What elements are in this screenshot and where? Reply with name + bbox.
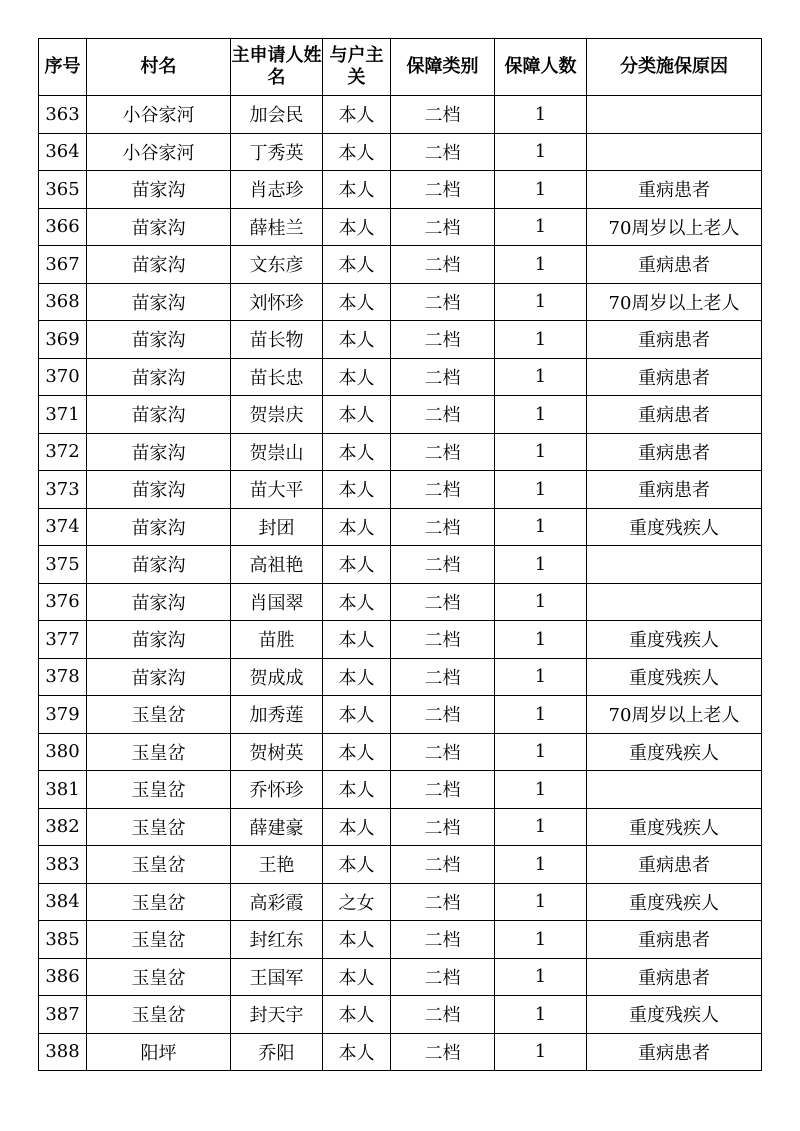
table-row (39, 696, 762, 734)
cell-serial-no: 372 (39, 433, 87, 471)
cell-category: 二档 (391, 208, 495, 246)
table-row (39, 133, 762, 171)
cell-village: 苗家沟 (87, 583, 231, 621)
cell-relation: 本人 (323, 246, 391, 284)
table-row (39, 583, 762, 621)
cell-village: 苗家沟 (87, 283, 231, 321)
table-row (39, 771, 762, 809)
table-row (39, 658, 762, 696)
cell-category: 二档 (391, 808, 495, 846)
table-row (39, 396, 762, 434)
cell-applicant: 贺崇山 (231, 433, 323, 471)
cell-reason (587, 583, 762, 621)
cell-count: 1 (495, 246, 587, 284)
cell-applicant: 肖国翠 (231, 583, 323, 621)
cell-village: 阳坪 (87, 1033, 231, 1071)
cell-category: 二档 (391, 358, 495, 396)
cell-village: 小谷家河 (87, 133, 231, 171)
cell-serial-no: 371 (39, 396, 87, 434)
cell-applicant: 苗大平 (231, 471, 323, 509)
cell-count: 1 (495, 96, 587, 134)
cell-applicant: 封团 (231, 508, 323, 546)
cell-relation: 本人 (323, 358, 391, 396)
cell-count: 1 (495, 396, 587, 434)
cell-applicant: 王国军 (231, 958, 323, 996)
cell-reason: 重病患者 (587, 846, 762, 884)
cell-serial-no: 387 (39, 996, 87, 1034)
cell-category: 二档 (391, 171, 495, 209)
cell-count: 1 (495, 358, 587, 396)
cell-relation: 本人 (323, 621, 391, 659)
cell-reason: 重病患者 (587, 471, 762, 509)
cell-applicant: 高彩霞 (231, 883, 323, 921)
cell-applicant: 文东彦 (231, 246, 323, 284)
table-row (39, 921, 762, 959)
cell-village: 苗家沟 (87, 208, 231, 246)
cell-reason: 重度残疾人 (587, 508, 762, 546)
cell-reason (587, 546, 762, 584)
cell-count: 1 (495, 471, 587, 509)
cell-applicant: 王艳 (231, 846, 323, 884)
cell-relation: 本人 (323, 508, 391, 546)
cell-count: 1 (495, 883, 587, 921)
cell-applicant: 苗长物 (231, 321, 323, 359)
cell-reason: 70周岁以上老人 (587, 283, 762, 321)
cell-serial-no: 369 (39, 321, 87, 359)
cell-reason: 重度残疾人 (587, 883, 762, 921)
cell-village: 苗家沟 (87, 358, 231, 396)
cell-reason: 重度残疾人 (587, 621, 762, 659)
table-row (39, 508, 762, 546)
cell-village: 玉皇岔 (87, 733, 231, 771)
header-village: 村名 (87, 39, 231, 96)
cell-applicant: 乔怀珍 (231, 771, 323, 809)
cell-village: 玉皇岔 (87, 808, 231, 846)
cell-relation: 本人 (323, 733, 391, 771)
cell-serial-no: 363 (39, 96, 87, 134)
header-category: 保障类别 (391, 39, 495, 96)
cell-relation: 本人 (323, 396, 391, 434)
cell-relation: 本人 (323, 996, 391, 1034)
table-row (39, 246, 762, 284)
cell-relation: 本人 (323, 921, 391, 959)
cell-reason: 重度残疾人 (587, 733, 762, 771)
cell-village: 苗家沟 (87, 321, 231, 359)
cell-village: 玉皇岔 (87, 958, 231, 996)
cell-applicant: 肖志珍 (231, 171, 323, 209)
table-row (39, 733, 762, 771)
table-row (39, 96, 762, 134)
cell-reason (587, 133, 762, 171)
cell-serial-no: 373 (39, 471, 87, 509)
cell-category: 二档 (391, 921, 495, 959)
cell-applicant: 苗胜 (231, 621, 323, 659)
cell-count: 1 (495, 771, 587, 809)
cell-reason (587, 771, 762, 809)
cell-category: 二档 (391, 958, 495, 996)
cell-serial-no: 376 (39, 583, 87, 621)
table-row (39, 471, 762, 509)
cell-applicant: 高祖艳 (231, 546, 323, 584)
cell-serial-no: 382 (39, 808, 87, 846)
cell-village: 苗家沟 (87, 246, 231, 284)
cell-relation: 本人 (323, 846, 391, 884)
table-row (39, 958, 762, 996)
cell-village: 苗家沟 (87, 546, 231, 584)
cell-applicant: 贺成成 (231, 658, 323, 696)
cell-serial-no: 384 (39, 883, 87, 921)
cell-count: 1 (495, 996, 587, 1034)
cell-reason: 重病患者 (587, 246, 762, 284)
cell-serial-no: 367 (39, 246, 87, 284)
cell-category: 二档 (391, 996, 495, 1034)
cell-reason: 重病患者 (587, 1033, 762, 1071)
cell-relation: 本人 (323, 958, 391, 996)
cell-category: 二档 (391, 471, 495, 509)
cell-reason: 重病患者 (587, 171, 762, 209)
cell-serial-no: 377 (39, 621, 87, 659)
table-row (39, 621, 762, 659)
cell-category: 二档 (391, 733, 495, 771)
cell-serial-no: 375 (39, 546, 87, 584)
cell-category: 二档 (391, 696, 495, 734)
cell-reason: 70周岁以上老人 (587, 208, 762, 246)
cell-reason: 重度残疾人 (587, 808, 762, 846)
cell-relation: 本人 (323, 808, 391, 846)
cell-village: 玉皇岔 (87, 883, 231, 921)
cell-count: 1 (495, 433, 587, 471)
cell-reason: 重病患者 (587, 321, 762, 359)
cell-category: 二档 (391, 96, 495, 134)
cell-relation: 本人 (323, 321, 391, 359)
cell-count: 1 (495, 321, 587, 359)
cell-village: 苗家沟 (87, 508, 231, 546)
cell-relation: 本人 (323, 96, 391, 134)
cell-category: 二档 (391, 771, 495, 809)
cell-count: 1 (495, 133, 587, 171)
table-row (39, 283, 762, 321)
cell-category: 二档 (391, 433, 495, 471)
cell-count: 1 (495, 808, 587, 846)
cell-count: 1 (495, 621, 587, 659)
cell-applicant: 苗长忠 (231, 358, 323, 396)
cell-applicant: 封红东 (231, 921, 323, 959)
cell-village: 苗家沟 (87, 471, 231, 509)
cell-serial-no: 380 (39, 733, 87, 771)
cell-category: 二档 (391, 583, 495, 621)
cell-applicant: 加会民 (231, 96, 323, 134)
cell-village: 玉皇岔 (87, 696, 231, 734)
cell-serial-no: 374 (39, 508, 87, 546)
header-count: 保障人数 (495, 39, 587, 96)
cell-serial-no: 368 (39, 283, 87, 321)
cell-village: 玉皇岔 (87, 921, 231, 959)
header-applicant: 主申请人姓名 (231, 39, 323, 96)
cell-village: 小谷家河 (87, 96, 231, 134)
cell-reason: 重病患者 (587, 433, 762, 471)
header-serial-no: 序号 (39, 39, 87, 96)
cell-village: 玉皇岔 (87, 846, 231, 884)
cell-reason (587, 96, 762, 134)
cell-serial-no: 385 (39, 921, 87, 959)
cell-category: 二档 (391, 321, 495, 359)
cell-village: 苗家沟 (87, 658, 231, 696)
table-row (39, 883, 762, 921)
cell-serial-no: 378 (39, 658, 87, 696)
cell-serial-no: 386 (39, 958, 87, 996)
cell-count: 1 (495, 658, 587, 696)
cell-category: 二档 (391, 846, 495, 884)
cell-relation: 本人 (323, 283, 391, 321)
cell-reason: 重病患者 (587, 358, 762, 396)
cell-count: 1 (495, 696, 587, 734)
assistance-roster-table (38, 38, 762, 1071)
table-body (39, 96, 762, 1071)
cell-count: 1 (495, 283, 587, 321)
cell-serial-no: 366 (39, 208, 87, 246)
cell-applicant: 刘怀珍 (231, 283, 323, 321)
cell-village: 苗家沟 (87, 396, 231, 434)
cell-relation: 本人 (323, 696, 391, 734)
cell-reason: 重病患者 (587, 921, 762, 959)
cell-count: 1 (495, 208, 587, 246)
table-row (39, 546, 762, 584)
table-row (39, 358, 762, 396)
cell-applicant: 贺树英 (231, 733, 323, 771)
cell-applicant: 封天宇 (231, 996, 323, 1034)
cell-relation: 本人 (323, 1033, 391, 1071)
cell-village: 玉皇岔 (87, 771, 231, 809)
cell-reason: 重病患者 (587, 396, 762, 434)
cell-count: 1 (495, 508, 587, 546)
header-row (39, 39, 762, 96)
cell-village: 苗家沟 (87, 433, 231, 471)
cell-village: 玉皇岔 (87, 996, 231, 1034)
table-row (39, 996, 762, 1034)
cell-count: 1 (495, 846, 587, 884)
cell-category: 二档 (391, 396, 495, 434)
cell-category: 二档 (391, 508, 495, 546)
cell-category: 二档 (391, 621, 495, 659)
cell-relation: 本人 (323, 433, 391, 471)
table-row (39, 808, 762, 846)
cell-category: 二档 (391, 658, 495, 696)
cell-reason: 重度残疾人 (587, 996, 762, 1034)
cell-reason: 重度残疾人 (587, 658, 762, 696)
cell-relation: 本人 (323, 171, 391, 209)
cell-applicant: 贺崇庆 (231, 396, 323, 434)
cell-serial-no: 383 (39, 846, 87, 884)
cell-count: 1 (495, 1033, 587, 1071)
table-row (39, 433, 762, 471)
cell-applicant: 加秀莲 (231, 696, 323, 734)
cell-applicant: 薛建豪 (231, 808, 323, 846)
table-row (39, 846, 762, 884)
cell-count: 1 (495, 958, 587, 996)
cell-serial-no: 388 (39, 1033, 87, 1071)
cell-relation: 本人 (323, 208, 391, 246)
cell-relation: 本人 (323, 471, 391, 509)
cell-category: 二档 (391, 883, 495, 921)
cell-count: 1 (495, 921, 587, 959)
cell-relation: 本人 (323, 583, 391, 621)
table-row (39, 208, 762, 246)
header-reason: 分类施保原因 (587, 39, 762, 96)
cell-serial-no: 379 (39, 696, 87, 734)
cell-count: 1 (495, 546, 587, 584)
table-row (39, 171, 762, 209)
cell-serial-no: 381 (39, 771, 87, 809)
cell-village: 苗家沟 (87, 621, 231, 659)
cell-count: 1 (495, 733, 587, 771)
table-header (39, 39, 762, 96)
cell-applicant: 乔阳 (231, 1033, 323, 1071)
cell-category: 二档 (391, 283, 495, 321)
cell-category: 二档 (391, 546, 495, 584)
cell-relation: 本人 (323, 771, 391, 809)
cell-applicant: 薛桂兰 (231, 208, 323, 246)
cell-reason: 重病患者 (587, 958, 762, 996)
cell-relation: 之女 (323, 883, 391, 921)
cell-serial-no: 370 (39, 358, 87, 396)
cell-relation: 本人 (323, 133, 391, 171)
cell-category: 二档 (391, 133, 495, 171)
cell-serial-no: 365 (39, 171, 87, 209)
header-relation: 与户主关 (323, 39, 391, 96)
table-row (39, 1033, 762, 1071)
cell-applicant: 丁秀英 (231, 133, 323, 171)
cell-category: 二档 (391, 1033, 495, 1071)
cell-village: 苗家沟 (87, 171, 231, 209)
cell-category: 二档 (391, 246, 495, 284)
cell-serial-no: 364 (39, 133, 87, 171)
cell-count: 1 (495, 583, 587, 621)
cell-reason: 70周岁以上老人 (587, 696, 762, 734)
cell-count: 1 (495, 171, 587, 209)
cell-relation: 本人 (323, 546, 391, 584)
table-row (39, 321, 762, 359)
cell-relation: 本人 (323, 658, 391, 696)
